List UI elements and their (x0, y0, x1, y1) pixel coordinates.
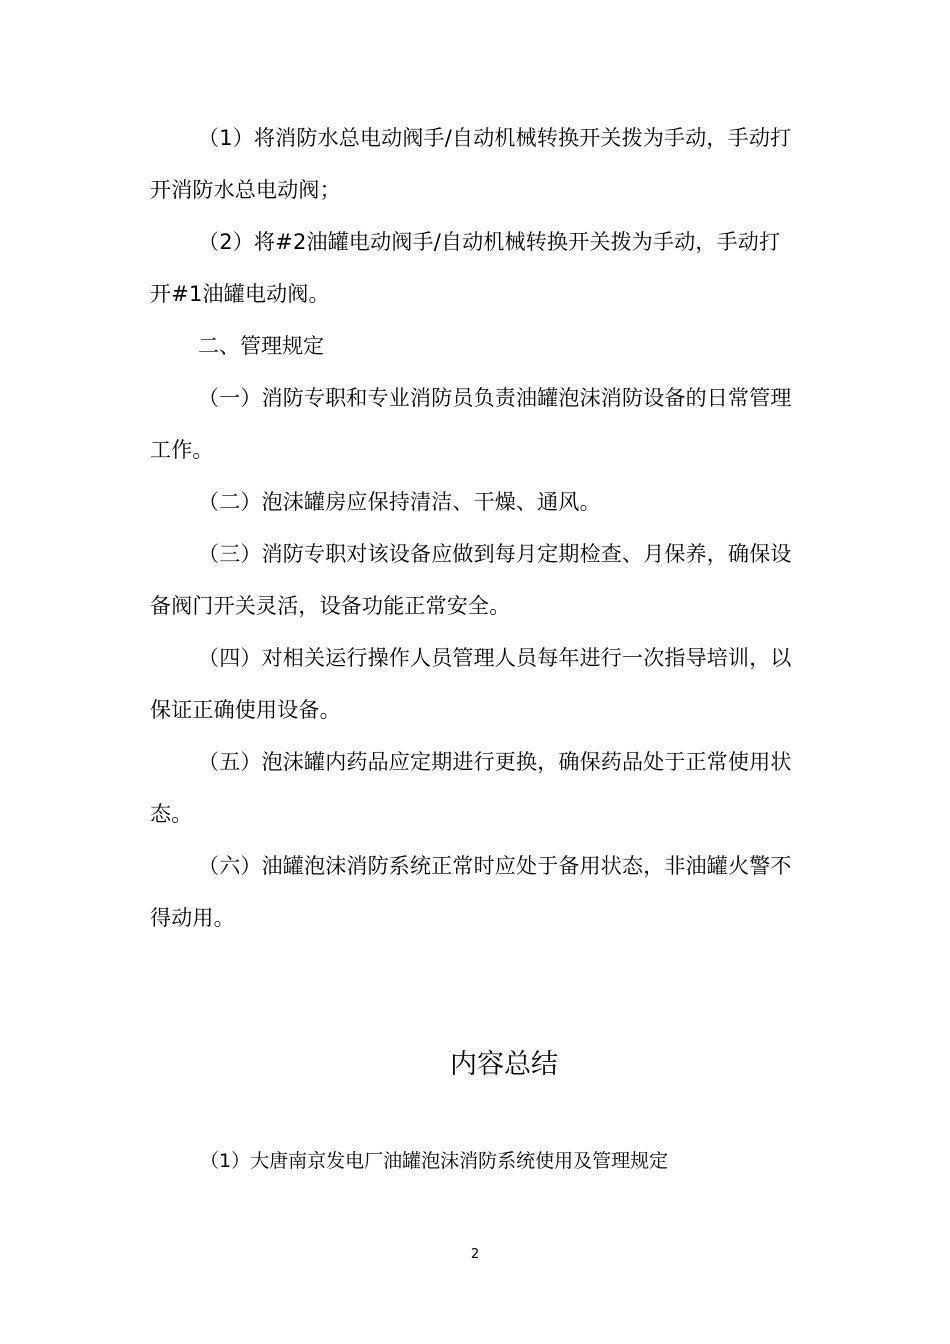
page-number: 2 (470, 1247, 480, 1262)
rule-item-4: （四）对相关运行操作人员管理人员每年进行一次指导培训，以保证正确使用设备。 (150, 646, 792, 722)
summary-title: 内容总结 (450, 1049, 558, 1080)
paragraph-step-2: （2）将#2油罐电动阀手/自动机械转换开关拨为手动，手动打开#1油罐电动阀。 (150, 230, 781, 306)
rule-item-3: （三）消防专职对该设备应做到每月定期检查、月保养，确保设备阀门开关灵活，设备功能正常安全。 (150, 542, 792, 618)
rule-item-5: （五）泡沫罐内药品应定期进行更换，确保药品处于正常使用状态。 (150, 750, 792, 826)
rule-item-6: （六）油罐泡沫消防系统正常时应处于备用状态，非油罐火警不得动用。 (150, 854, 792, 930)
rule-item-1: （一）消防专职和专业消防员负责油罐泡沫消防设备的日常管理工作。 (150, 386, 792, 462)
paragraph-step-1: （1）将消防水总电动阀手/自动机械转换开关拨为手动，手动打开消防水总电动阀； (150, 126, 792, 202)
rule-item-2: （二）泡沫罐房应保持清洁、干燥、通风。 (198, 490, 601, 514)
summary-item: （1）大唐南京发电厂油罐泡沫消防系统使用及管理规定 (200, 1150, 669, 1172)
section-heading: 二、管理规定 (198, 334, 324, 358)
